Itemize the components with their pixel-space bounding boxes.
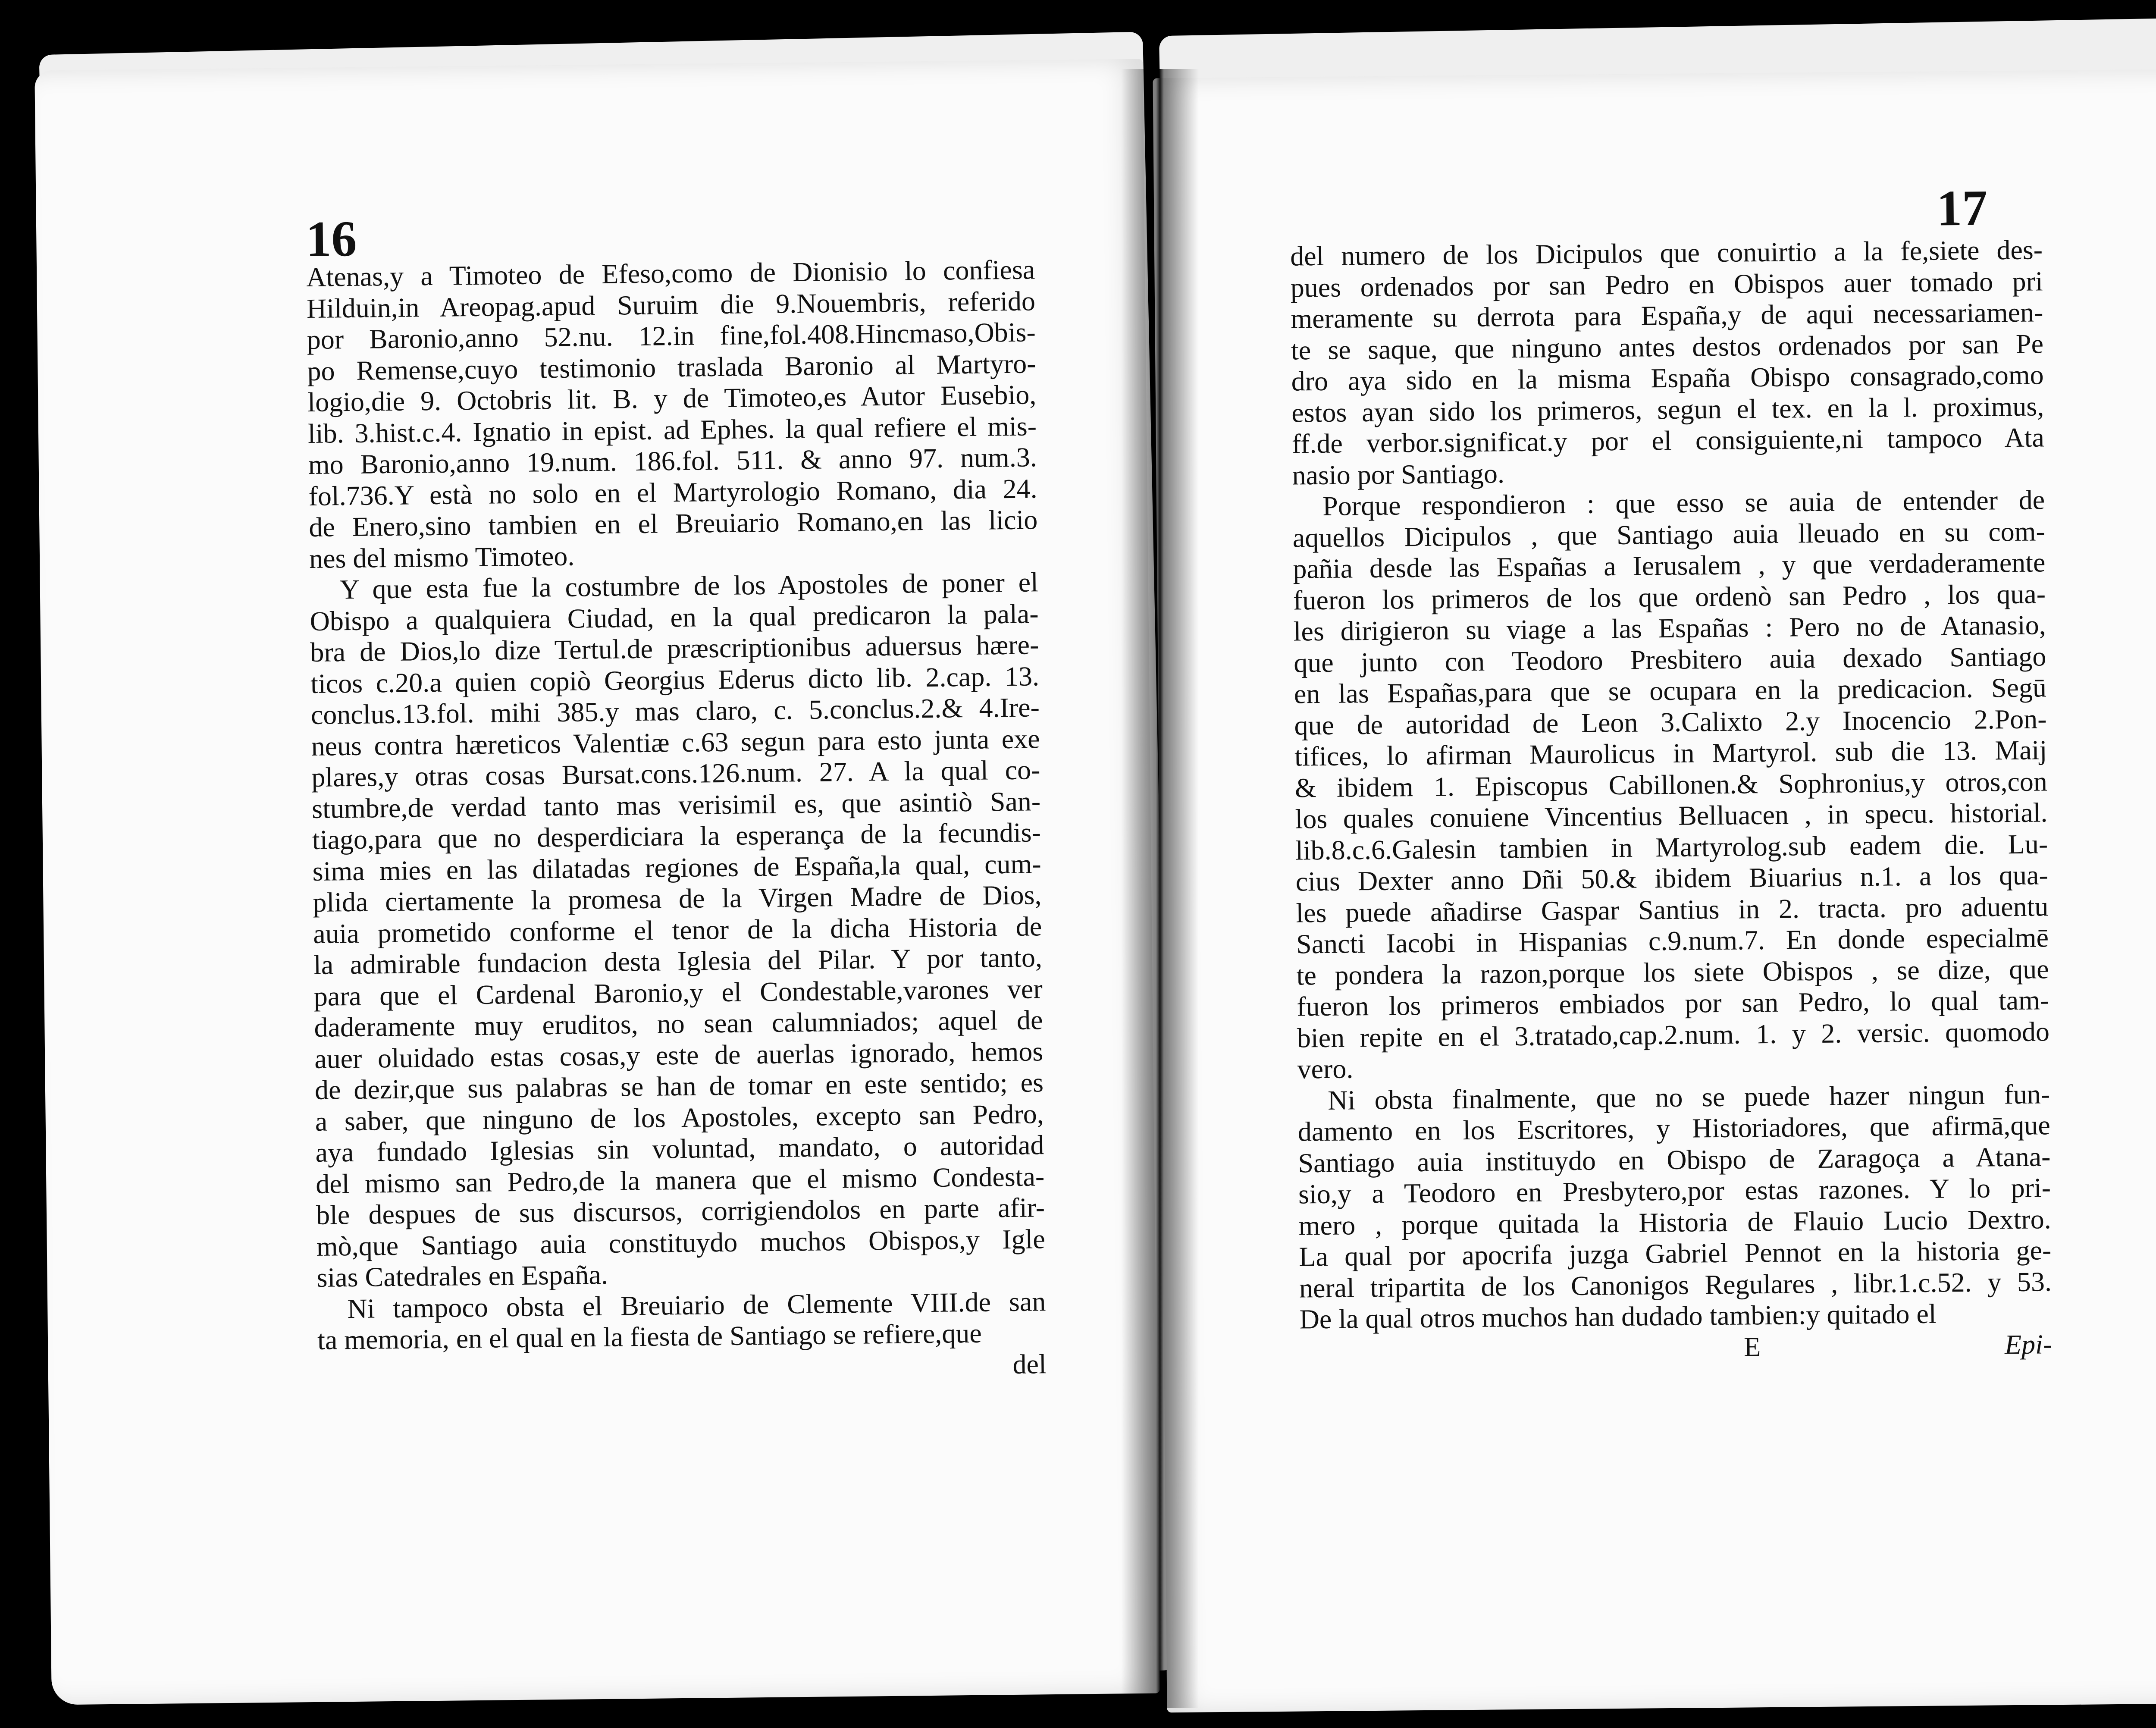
text-line: nes del mismo Timoteo. (309, 540, 575, 574)
text-line: mero , porque quitada la Historia de Flauio Lucio Dextro. (1298, 1203, 2051, 1241)
text-line: plares,y otras cosas Bursat.cons.126.num. 27. A la qual co- (311, 754, 1040, 793)
catchword: del (1012, 1348, 1047, 1380)
text-line: Obispo a qualquiera Ciudad, en la qual predicaron la pala- (310, 598, 1039, 637)
text-line: fueron los primeros de los que ordenò san Pedro , los qua- (1293, 578, 2046, 616)
text-line: conclus.13.fol. mihi 385.y mas claro, c. 5.conclus.2.& 4.Ire- (310, 692, 1040, 730)
text-line: logio,die 9. Octobris lit. B. y de Timoteo,es Autor Eusebio, (307, 379, 1037, 417)
text-line: lib. 3.hist.c.4. Ignatio in epist. ad Ephes. la qual refiere el mis- (307, 410, 1037, 449)
text-line: neral tripartita de los Canonigos Regulares , libr.1.c.52. y 53. (1299, 1266, 2052, 1303)
text-line: aya fundado Iglesias sin voluntad, mandato, o autoridad (315, 1129, 1044, 1168)
text-line: sias Catedrales en España. (317, 1259, 608, 1293)
text-line: daderamente muy eruditos, no sean calumniados; aquel de (314, 1004, 1043, 1043)
text-line: de dezir,que sus palabras se han de tomar en este sentido; es (314, 1067, 1044, 1105)
text-line: damento en los Escritores, y Historiadores, que afirmā,que (1297, 1110, 2051, 1147)
text-line: meramente su derrota para España,y de aqui necessariamen- (1291, 297, 2043, 334)
text-line: sima mies en las dilatadas regiones de España,la qual, cum- (312, 848, 1041, 887)
text-line: De la qual otros muchos han dudado tambien:y quitado el (1299, 1298, 1937, 1335)
text-line: les dirigieron su viage a las Españas : Pero no de Atanasio, (1293, 609, 2046, 647)
text-line: ble despues de sus discursos, corrigiendolos en parte afir- (316, 1192, 1045, 1230)
text-line: estos ayan sido los primeros, segun el tex. en la l. proximus, (1291, 390, 2044, 428)
page-text (306, 254, 1047, 1387)
text-line: ff.de verbor.significat.y por el consiguiente,ni tampoco Ata (1291, 422, 2045, 459)
text-line: Y que esta fue la costumbre de los Apostoles de poner el (339, 567, 1039, 605)
text-line: vero. (1297, 1053, 1354, 1085)
text-line: por Baronio,anno 52.nu. 12.in fine,fol.408.Hincmaso,Obis- (307, 317, 1036, 355)
text-line: Santiago auia instituydo en Obispo de Zaragoça a Atana- (1298, 1141, 2051, 1178)
page-text (1290, 234, 2053, 1366)
page-number: 17 (1936, 179, 1988, 237)
text-line: Hilduin,in Areopag.apud Suruim die 9.Nouembris, referido (306, 285, 1036, 324)
text-line: del mismo san Pedro,de la manera que el mismo Condesta- (315, 1160, 1045, 1199)
text-line: La qual por apocrifa juzga Gabriel Pennot en la historia ge- (1299, 1235, 2052, 1272)
text-line: sio,y a Teodoro en Presbytero,por estas razones. Y lo pri- (1298, 1172, 2051, 1210)
text-line: para que el Cardenal Baronio,y el Condestable,varones ver (313, 973, 1043, 1012)
text-line: Porque respondieron : que esso se auia de entender de (1322, 484, 2045, 521)
text-line: aquellos Dicipulos , que Santiago auia lleuado en su com- (1292, 515, 2046, 553)
book-gutter (1121, 69, 1199, 1708)
text-line: pues ordenados por san Pedro en Obispos auer tomado pri (1290, 265, 2043, 303)
signature-line (1300, 1329, 2053, 1367)
text-line: bra de Dios,lo dize Tertul.de præscriptionibus aduersus hære- (310, 629, 1039, 668)
text-line: tiago,para que no desperdiciara la esperança de la fecundis- (312, 817, 1041, 855)
text-line: neus contra hæreticos Valentiæ c.63 segun para esto junta exe (311, 723, 1040, 762)
text-line: auia prometido conforme el tenor de la dicha Historia de (313, 910, 1042, 949)
text-line: po Remense,cuyo testimonio traslada Baronio al Martyro- (307, 348, 1036, 386)
text-line: pañia desde las Españas a Ierusalem , y que verdaderamente (1293, 547, 2046, 584)
text-line: Atenas,y a Timoteo de Efeso,como de Dionisio lo confiesa (306, 254, 1035, 292)
signature-mark: E (1743, 1331, 1761, 1362)
text-line: bien repite en el 3.tratado,cap.2.num. 1. y 2. versic. quomodo (1297, 1016, 2050, 1053)
text-line: a saber, que ninguno de los Apostoles, excepto san Pedro, (315, 1098, 1044, 1137)
text-line: fueron los primeros embiados por san Pedro, lo qual tam- (1297, 985, 2049, 1022)
text-line: Sancti Iacobi in Hispanias c.9.num.7. En donde especialmē (1296, 922, 2049, 960)
text-line: Ni tampoco obsta el Breuiario de Clemente VIII.de san (347, 1286, 1046, 1324)
page-number: 16 (305, 210, 357, 267)
text-line: lib.8.c.6.Galesin tambien in Martyrolog.sub eadem die. Lu- (1295, 828, 2048, 866)
text-line: mo Baronio,anno 19.num. 186.fol. 511. & anno 97. num.3. (308, 442, 1037, 480)
text-line: te se saque, que ninguno antes destos ordenados por san Pe (1291, 328, 2044, 366)
right-page (1153, 69, 2156, 1712)
text-line: te pondera la razon,porque los siete Obispos , se dize, que (1296, 953, 2049, 991)
text-line: ticos c.20.a quien copiò Georgius Ederus dicto lib. 2.cap. 13. (310, 660, 1040, 699)
text-line: la admirable fundacion desta Iglesia del Pilar. Y por tanto, (313, 942, 1043, 980)
text-line: stumbre,de verdad tanto mas verisimil es, que asintiò San- (311, 785, 1041, 824)
text-line: dro aya sido en la misma España Obispo consagrado,como (1291, 359, 2044, 397)
text-line: cius Dexter anno Dñi 50.& ibidem Biuarius n.1. a los qua- (1295, 859, 2049, 897)
text-line: nasio por Santiago. (1292, 458, 1505, 491)
text-line: los quales conuiene Vincentius Belluacen , in specu. historial. (1295, 797, 2048, 834)
text-line: fol.736.Y està no solo en el Martyrologio Romano, dia 24. (308, 473, 1037, 511)
text-line: mò,que Santiago auia constituydo muchos Obispos,y Igle (316, 1223, 1046, 1262)
text-line: & ibidem 1. Episcopus Cabillonen.& Sophronius,y otros,con (1294, 765, 2048, 803)
catchword: Epi- (2004, 1328, 2053, 1360)
left-page (34, 59, 1160, 1705)
text-line: que junto con Teodoro Presbitero auia dexado Santiago (1294, 640, 2046, 678)
text-line: ta memoria, en el qual en la fiesta de Santiago se refiere,que (317, 1317, 982, 1355)
text-line: tifices, lo afirman Maurolicus in Martyrol. sub die 13. Maij (1294, 734, 2047, 772)
text-line: Ni obsta finalmente, que no se puede hazer ningun fun- (1327, 1078, 2050, 1116)
text-line: auer oluidado estas cosas,y este de auerlas ignorado, hemos (314, 1035, 1044, 1074)
text-line: les puede añadirse Gaspar Santius in 2. tracta. pro aduentu (1296, 891, 2049, 928)
text-line: plida ciertamente la promesa de la Virgen Madre de Dios, (313, 879, 1042, 918)
text-line: de Enero,sino tambien en el Breuiario Romano,en las licio (308, 504, 1038, 543)
text-line: que de autoridad de Leon 3.Calixto 2.y Inocencio 2.Pon- (1294, 703, 2047, 741)
text-line: del numero de los Dicipulos que conuirtio a la fe,siete des- (1290, 234, 2043, 272)
text-line: en las Españas,para que se ocupara en la predicacion. Segū (1294, 672, 2047, 709)
